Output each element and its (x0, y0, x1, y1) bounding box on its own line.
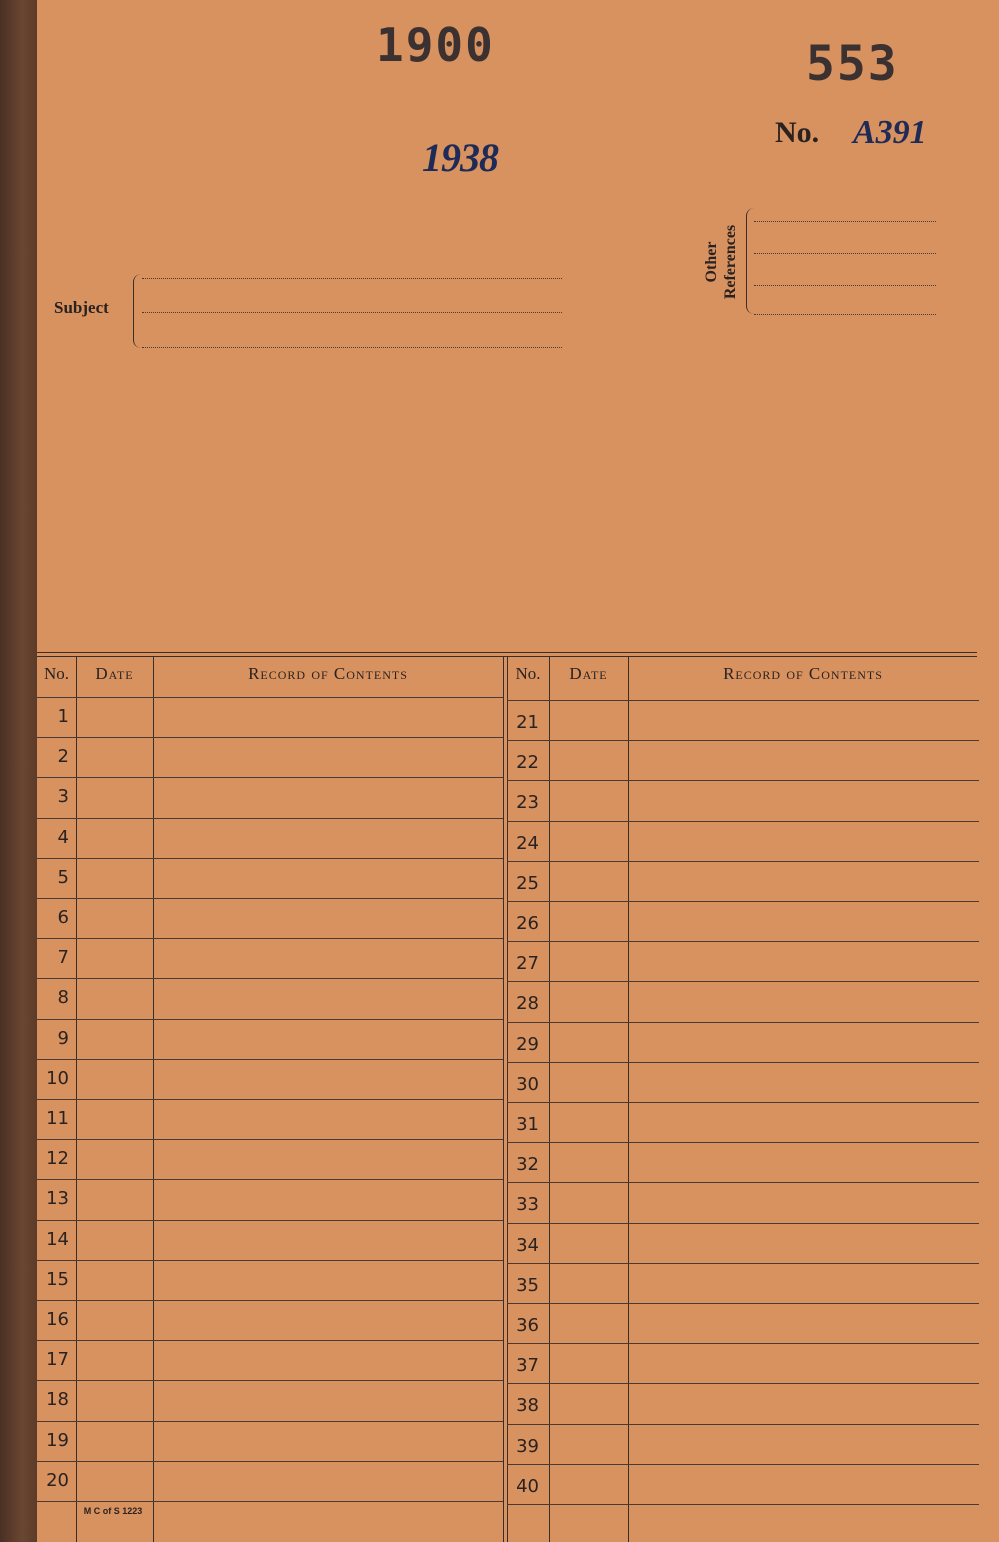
right-header-no: No. (515, 664, 541, 683)
subject-brace (133, 274, 142, 348)
right-row-rule (507, 1182, 979, 1183)
center-divider-a (503, 656, 504, 1542)
right-row-number: 25 (516, 872, 539, 894)
right-row-number: 34 (516, 1234, 539, 1256)
right-row-number: 30 (516, 1073, 539, 1095)
left-header-no: No. (43, 664, 70, 683)
left-row-number: 15 (46, 1268, 69, 1290)
left-row-rule (37, 1220, 503, 1221)
left-row-number: 20 (46, 1469, 69, 1491)
other-references-line1: Other (703, 241, 720, 283)
right-row-number: 29 (516, 1033, 539, 1055)
left-row-rule (37, 1260, 503, 1261)
right-row-number: 22 (516, 752, 539, 774)
right-header-rule (507, 700, 979, 701)
right-row-rule (507, 1303, 979, 1304)
right-row-number: 31 (516, 1114, 539, 1135)
right-row-rule (507, 1343, 979, 1344)
left-row-rule (37, 938, 503, 939)
left-row-number: 19 (46, 1429, 69, 1451)
file-number-stamp: 553 (806, 36, 899, 92)
right-row-rule (507, 901, 979, 902)
right-row-number: 24 (516, 832, 539, 854)
right-row-number: 32 (516, 1154, 539, 1176)
left-row-rule (37, 777, 503, 778)
right-header-record: Record of Contents (723, 664, 883, 683)
left-row-rule (37, 1300, 503, 1301)
right-row-number: 37 (516, 1355, 539, 1377)
right-row-rule (507, 1263, 979, 1264)
left-row-number: 6 (57, 907, 69, 928)
left-row-rule (37, 1059, 503, 1060)
right-no-divider (549, 656, 550, 1542)
right-row-rule (507, 1504, 979, 1505)
left-row-rule (37, 1340, 503, 1341)
right-row-rule (507, 1022, 979, 1023)
other-references-label (702, 212, 740, 312)
left-row-rule (37, 1179, 503, 1180)
right-row-number: 39 (516, 1435, 539, 1457)
table-top-rule (37, 652, 977, 653)
left-row-number: 8 (57, 987, 69, 1009)
left-row-number: 18 (46, 1389, 69, 1411)
left-row-number: 12 (46, 1148, 69, 1170)
left-row-number: 4 (57, 826, 69, 848)
year-stamp: 1900 (376, 18, 495, 72)
right-header-date: Date (569, 664, 608, 683)
subject-line-3 (142, 347, 562, 348)
right-row-number: 27 (516, 953, 539, 975)
left-row-rule (37, 1099, 503, 1100)
reference-line-1 (754, 221, 936, 222)
right-row-rule (507, 981, 979, 982)
left-row-number: 9 (57, 1027, 69, 1049)
right-row-rule (507, 1464, 979, 1465)
right-row-rule (507, 1062, 979, 1063)
right-row-number: 23 (516, 792, 539, 814)
references-brace (746, 208, 755, 314)
form-code: M C of S 1223 (83, 1506, 143, 1516)
right-date-divider (628, 656, 629, 1542)
other-references-line2: References (722, 224, 739, 300)
left-row-rule (37, 858, 503, 859)
left-row-rule (37, 1421, 503, 1422)
left-row-number: 11 (46, 1108, 69, 1129)
left-row-number: 2 (57, 746, 69, 768)
right-row-rule (507, 780, 979, 781)
reference-line-2 (754, 253, 936, 254)
right-row-number: 35 (516, 1274, 539, 1296)
left-row-number: 10 (46, 1067, 69, 1089)
right-row-rule (507, 941, 979, 942)
left-row-rule (37, 898, 503, 899)
right-row-rule (507, 1223, 979, 1224)
handwritten-year: 1938 (422, 135, 498, 180)
left-row-number: 17 (46, 1349, 69, 1371)
file-number-label: No. (775, 116, 820, 149)
right-row-rule (507, 1102, 979, 1103)
right-row-rule (507, 1383, 979, 1384)
left-row-rule (37, 1019, 503, 1020)
left-row-rule (37, 737, 503, 738)
left-row-rule (37, 1501, 503, 1502)
left-row-number: 14 (46, 1228, 69, 1250)
left-row-rule (37, 1461, 503, 1462)
right-row-rule (507, 1142, 979, 1143)
left-row-number: 3 (57, 786, 69, 808)
right-row-rule (507, 1424, 979, 1425)
right-row-number: 28 (516, 993, 539, 1015)
subject-line-2 (142, 312, 562, 313)
right-row-rule (507, 740, 979, 741)
subject-line-1 (142, 278, 562, 279)
left-header-record: Record of Contents (248, 664, 408, 683)
left-row-rule (37, 1380, 503, 1381)
right-row-number: 21 (516, 712, 539, 733)
file-number-handwritten: A391 (853, 114, 927, 151)
left-row-number: 5 (57, 866, 69, 888)
file-spine (0, 0, 37, 1542)
left-row-number: 13 (46, 1188, 69, 1210)
right-row-number: 33 (516, 1194, 539, 1216)
right-row-number: 36 (516, 1315, 539, 1336)
left-row-rule (37, 818, 503, 819)
right-row-number: 26 (516, 913, 539, 934)
left-row-number: 16 (46, 1309, 69, 1330)
left-row-rule (37, 1139, 503, 1140)
subject-label: Subject (54, 298, 109, 317)
right-row-number: 38 (516, 1395, 539, 1417)
left-row-number: 1 (57, 706, 69, 727)
right-row-rule (507, 821, 979, 822)
right-row-rule (507, 861, 979, 862)
left-header-date: Date (95, 664, 134, 683)
right-row-number: 40 (516, 1475, 539, 1497)
left-row-number: 7 (57, 947, 69, 969)
left-header-rule (37, 697, 503, 698)
reference-line-4 (754, 314, 936, 315)
reference-line-3 (754, 285, 936, 286)
left-row-rule (37, 978, 503, 979)
